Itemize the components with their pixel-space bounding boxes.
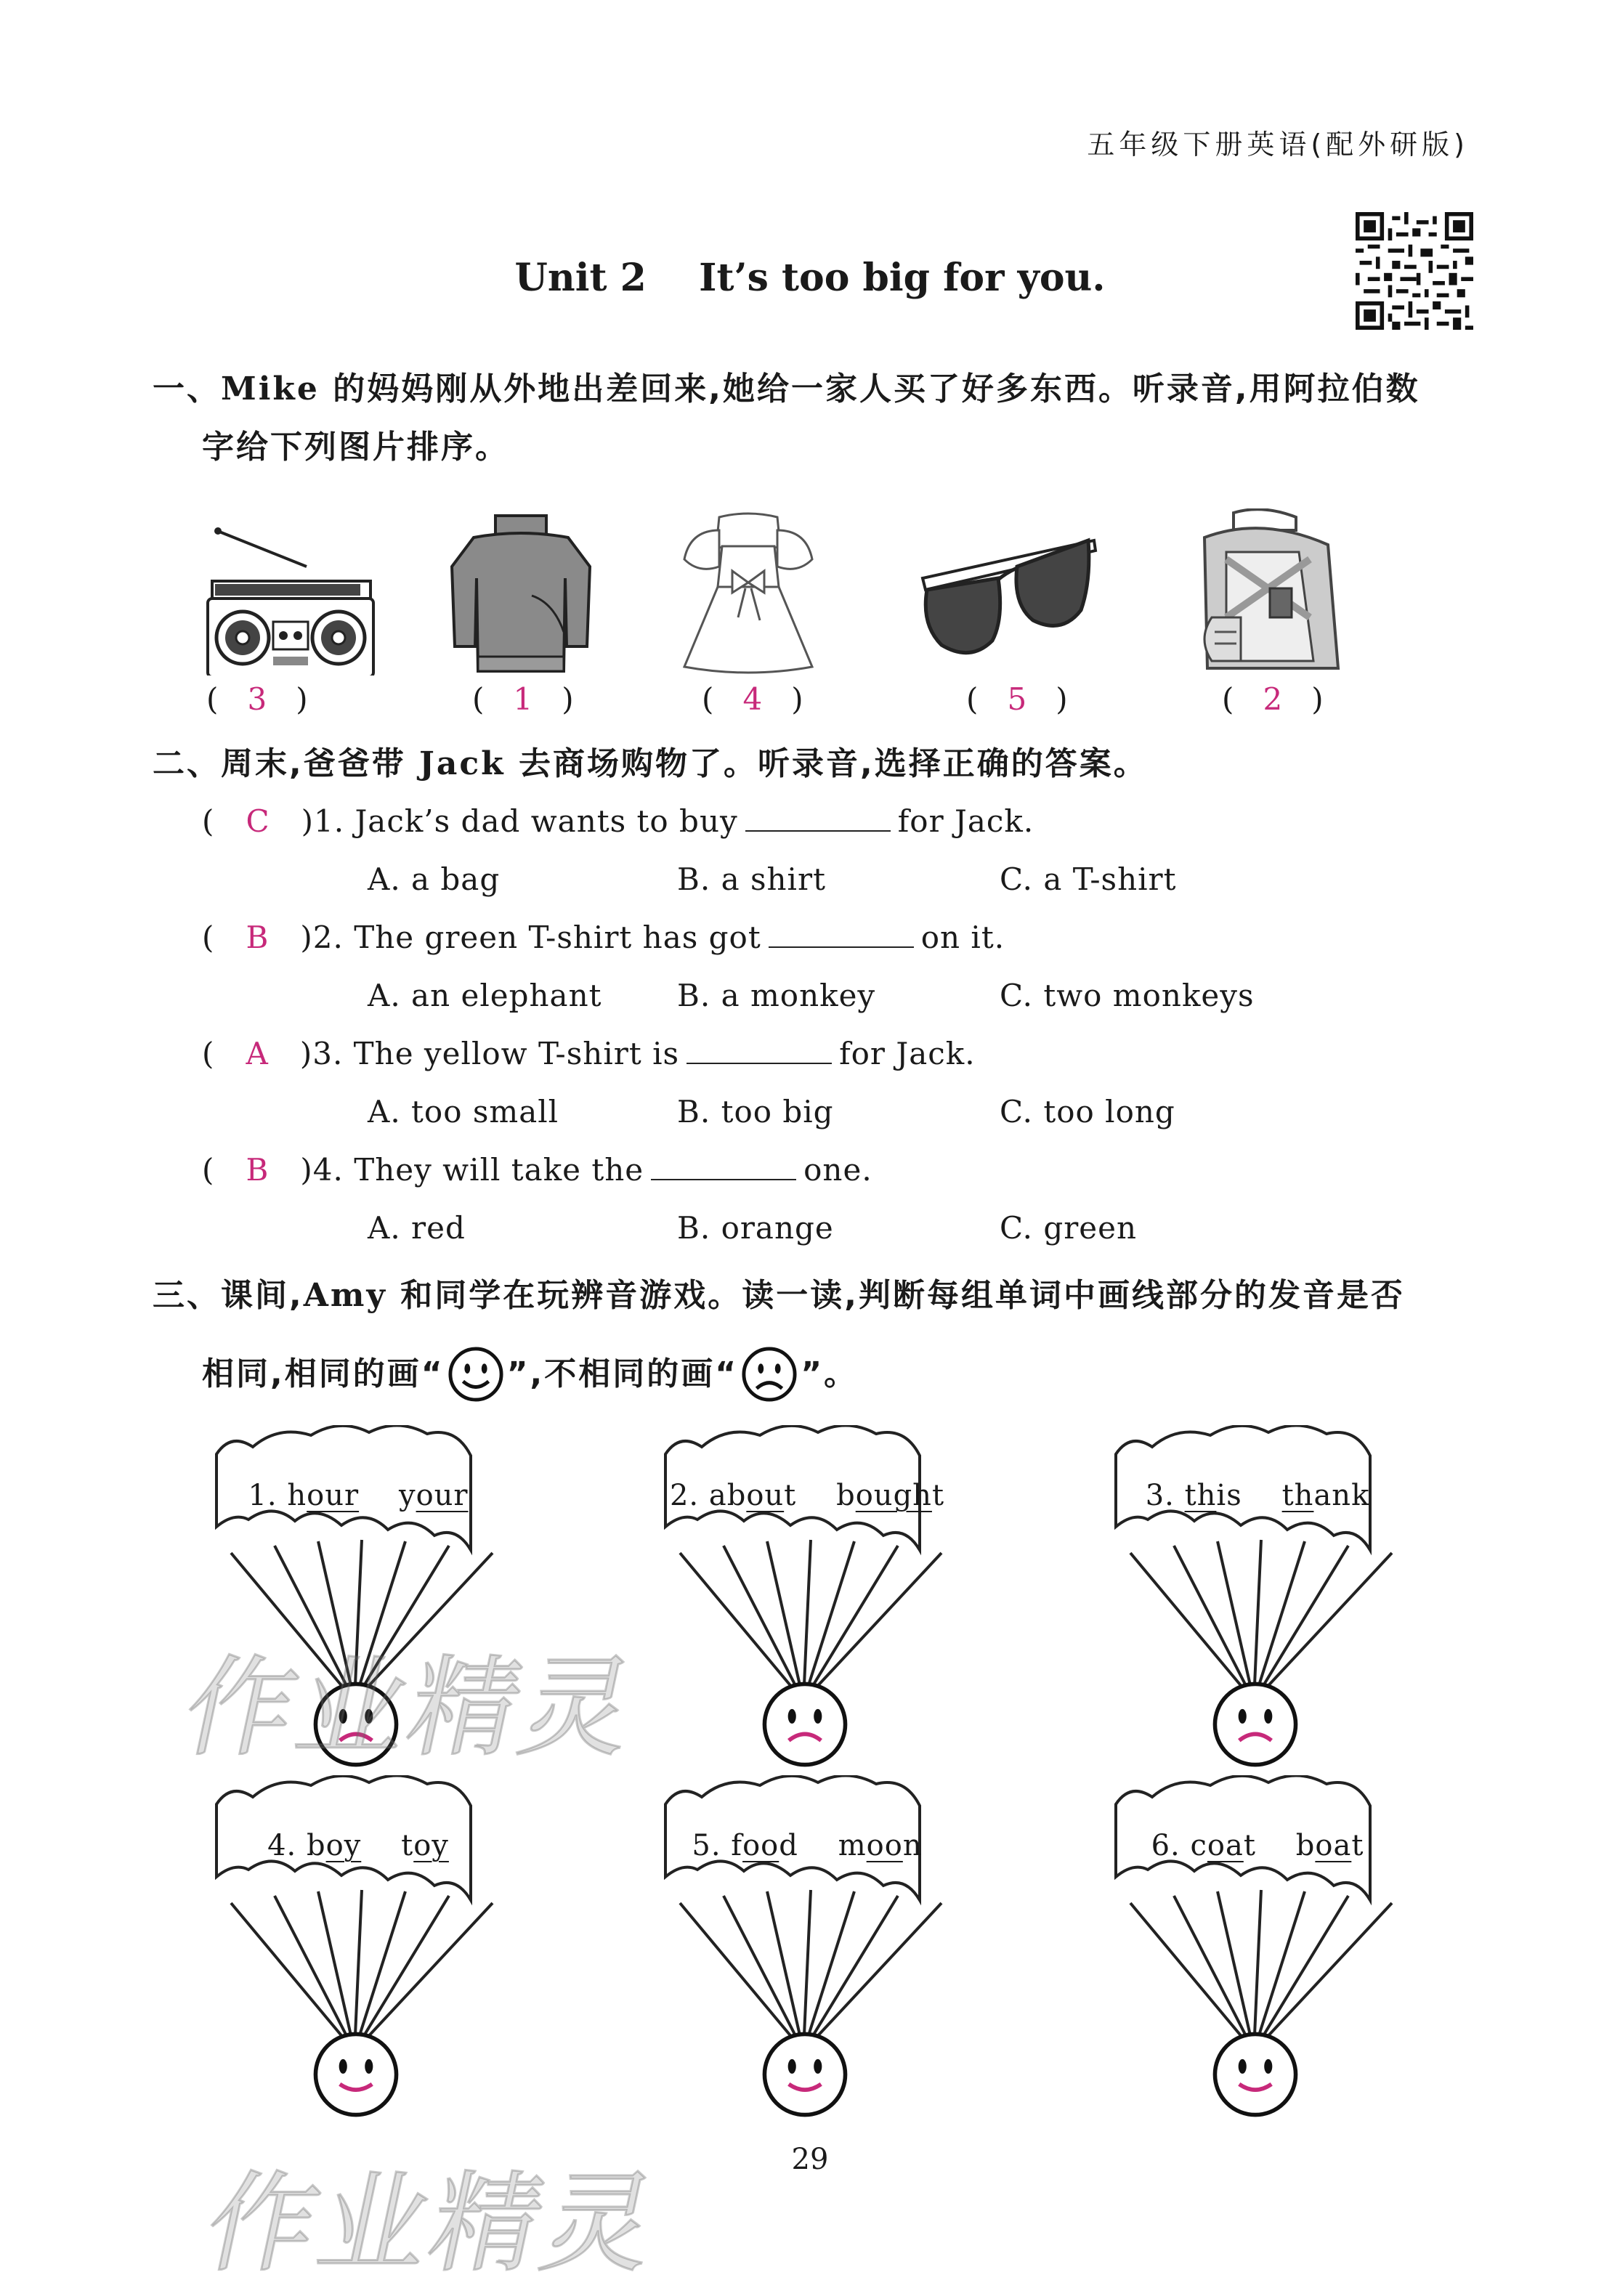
parachute-item — [658, 1775, 956, 2117]
section-3-text-b: 和同学在玩辨音游戏。读一读,判断每组单词中画线部分的发音是否 — [386, 1277, 1406, 1314]
word-a-underlined: th — [1184, 1479, 1217, 1512]
section-3-heading — [153, 1267, 1405, 1325]
word-b-prefix: b — [836, 1479, 856, 1512]
word-a-prefix: b — [306, 1829, 326, 1862]
page-number: 29 — [791, 2143, 829, 2176]
watermark: 作业精灵 — [195, 2161, 670, 2287]
sunglasses-icon — [917, 508, 1098, 676]
word-b-prefix: m — [838, 1829, 867, 1862]
sad-face-icon — [741, 1346, 798, 1403]
word-b-suffix: ank — [1313, 1479, 1370, 1512]
word-pair-label — [658, 1479, 956, 1512]
item-number: 4. — [267, 1829, 297, 1862]
word-a-prefix: c — [1190, 1829, 1207, 1862]
question-2: ( B )2. The green T-shirt has got on it. — [202, 920, 1005, 955]
section-2-heading — [153, 735, 1148, 793]
sad-face-icon[interactable] — [761, 1681, 849, 1768]
word-pair-label — [1109, 1479, 1406, 1512]
unit-title: Unit 2 It’s too big for you. — [514, 256, 1106, 300]
item-number: 6. — [1151, 1829, 1180, 1862]
section-1-heading-cont: 字给下列图片排序。 — [202, 429, 509, 466]
parachute-item — [658, 1425, 956, 1766]
section-3-heading-cont — [202, 1345, 858, 1403]
word-a-prefix: f — [731, 1829, 743, 1862]
answer-value: 3 — [247, 681, 267, 717]
word-b-prefix: b — [1295, 1829, 1316, 1862]
answer-blank[interactable] — [745, 806, 891, 832]
word-a-underlined: oa — [1207, 1829, 1244, 1862]
question-text-end: one. — [803, 1152, 872, 1188]
question-number: 3. — [312, 1036, 344, 1071]
dress-icon — [676, 508, 821, 676]
option-a: A. too small — [368, 1094, 559, 1129]
word-b-suffix: t — [931, 1479, 945, 1512]
question-3: ( A )3. The yellow T-shirt is for Jack. — [202, 1036, 976, 1071]
word-b-suffix: n — [902, 1829, 923, 1862]
section-2-text-a: 周末,爸爸带 — [221, 745, 420, 782]
section-3-name: Amy — [303, 1277, 387, 1314]
word-b-prefix: y — [398, 1479, 416, 1512]
answer-slot: ( 1 ) — [472, 681, 574, 717]
happy-face-icon — [447, 1346, 504, 1403]
radio-icon — [198, 508, 379, 676]
word-a-suffix: d — [779, 1829, 798, 1862]
word-b-underlined: oo — [866, 1829, 903, 1862]
item-number: 1. — [248, 1479, 278, 1512]
word-a-suffix: t — [784, 1479, 797, 1512]
item-number: 3. — [1145, 1479, 1175, 1512]
parachute-item — [1109, 1425, 1406, 1766]
section-3-number: 三、 — [153, 1277, 221, 1314]
question-number: 1. — [314, 803, 345, 839]
item-number: 2. — [669, 1479, 700, 1512]
section-2-number: 二、 — [153, 745, 221, 782]
word-b-suffix: t — [1351, 1829, 1364, 1862]
option-b: B. a shirt — [677, 861, 826, 897]
section-3-text-d: ”,不相同的画“ — [506, 1355, 739, 1392]
answer-slot: ( 5 ) — [966, 681, 1068, 717]
section-1-heading — [153, 360, 1420, 418]
option-c: C. two monkeys — [1000, 978, 1255, 1013]
word-pair-label — [658, 1829, 956, 1862]
answer-blank[interactable] — [651, 1154, 796, 1180]
answer-slot: ( 2 ) — [1222, 681, 1324, 717]
answer-value: C — [246, 803, 270, 839]
answer-value: 4 — [742, 681, 763, 717]
question-number: 2. — [312, 920, 344, 955]
happy-face-icon[interactable] — [761, 2031, 849, 2118]
question-text: Jack’s dad wants to buy — [355, 803, 738, 839]
answer-value: 5 — [1007, 681, 1027, 717]
word-a-underlined: ou — [746, 1479, 785, 1512]
question-number: 4. — [312, 1152, 344, 1188]
option-a: A. a bag — [368, 861, 501, 897]
word-b-underlined: oa — [1315, 1829, 1352, 1862]
happy-face-icon[interactable] — [1212, 2031, 1299, 2118]
question-4: ( B )4. They will take the one. — [202, 1152, 872, 1188]
answer-value: 2 — [1263, 681, 1283, 717]
book-title: 五年级下册英语(配外研版) — [1087, 129, 1469, 161]
word-a-underlined: our — [307, 1479, 360, 1512]
question-text-end: on it. — [920, 920, 1005, 955]
happy-face-icon[interactable] — [312, 2031, 400, 2118]
word-a-underlined: oo — [742, 1829, 779, 1862]
question-text-end: for Jack. — [897, 803, 1034, 839]
word-b-prefix: t — [401, 1829, 414, 1862]
question-text: The yellow T-shirt is — [353, 1036, 680, 1071]
option-c: C. a T-shirt — [1000, 861, 1177, 897]
section-3-text-c: 相同,相同的画“ — [202, 1355, 445, 1392]
section-3-text-e: ”。 — [801, 1355, 859, 1392]
watermark: 作业精灵 — [173, 1645, 648, 1772]
parachute-item — [1109, 1775, 1406, 2117]
word-pair-label — [209, 1479, 507, 1512]
word-a-prefix: ab — [708, 1479, 747, 1512]
section-1-text: 的妈妈刚从外地出差回来,她给一家人买了好多东西。听录音,用阿拉伯数 — [319, 370, 1420, 407]
answer-blank[interactable] — [769, 922, 914, 948]
word-pair-label — [209, 1829, 507, 1862]
section-2-text-b: 去商场购物了。听录音,选择正确的答案。 — [505, 745, 1148, 782]
answer-value: A — [246, 1036, 269, 1071]
section-3-text-a: 课间, — [221, 1277, 304, 1314]
word-a-underlined: oy — [325, 1829, 362, 1862]
option-c: C. too long — [1000, 1094, 1175, 1129]
word-b-underlined: oy — [413, 1829, 449, 1862]
option-b: B. too big — [677, 1094, 834, 1129]
option-b: B. a monkey — [677, 978, 876, 1013]
item-number: 5. — [692, 1829, 721, 1862]
answer-value: B — [246, 1152, 270, 1188]
answer-slot: ( 3 ) — [206, 681, 308, 717]
section-1-name: Mike — [221, 370, 320, 407]
word-a-suffix: is — [1216, 1479, 1242, 1512]
sad-face-icon[interactable] — [1212, 1681, 1299, 1768]
option-b: B. orange — [677, 1210, 834, 1246]
section-1-number: 一、 — [153, 370, 221, 407]
word-b-underlined: our — [416, 1479, 469, 1512]
option-c: C. green — [1000, 1210, 1138, 1246]
word-b-underlined: th — [1281, 1479, 1314, 1512]
question-text: The green T-shirt has got — [354, 920, 761, 955]
answer-value: 1 — [513, 681, 533, 717]
question-1: ( C )1. Jack’s dad wants to buy for Jack. — [202, 803, 1034, 839]
option-a: A. an elephant — [368, 978, 602, 1013]
answer-value: B — [246, 920, 270, 955]
backpack-icon — [1183, 508, 1350, 676]
answer-slot: ( 4 ) — [702, 681, 803, 717]
word-b-underlined: ough — [855, 1479, 932, 1512]
sweater-icon — [445, 508, 597, 676]
question-text-end: for Jack. — [839, 1036, 976, 1071]
question-text: They will take the — [354, 1152, 644, 1188]
word-pair-label — [1109, 1829, 1406, 1862]
section-2-name: Jack — [419, 745, 506, 782]
word-a-suffix: t — [1243, 1829, 1256, 1862]
parachute-item — [209, 1775, 507, 2117]
option-a: A. red — [368, 1210, 466, 1246]
word-a-prefix: h — [287, 1479, 307, 1512]
answer-blank[interactable] — [687, 1038, 832, 1064]
